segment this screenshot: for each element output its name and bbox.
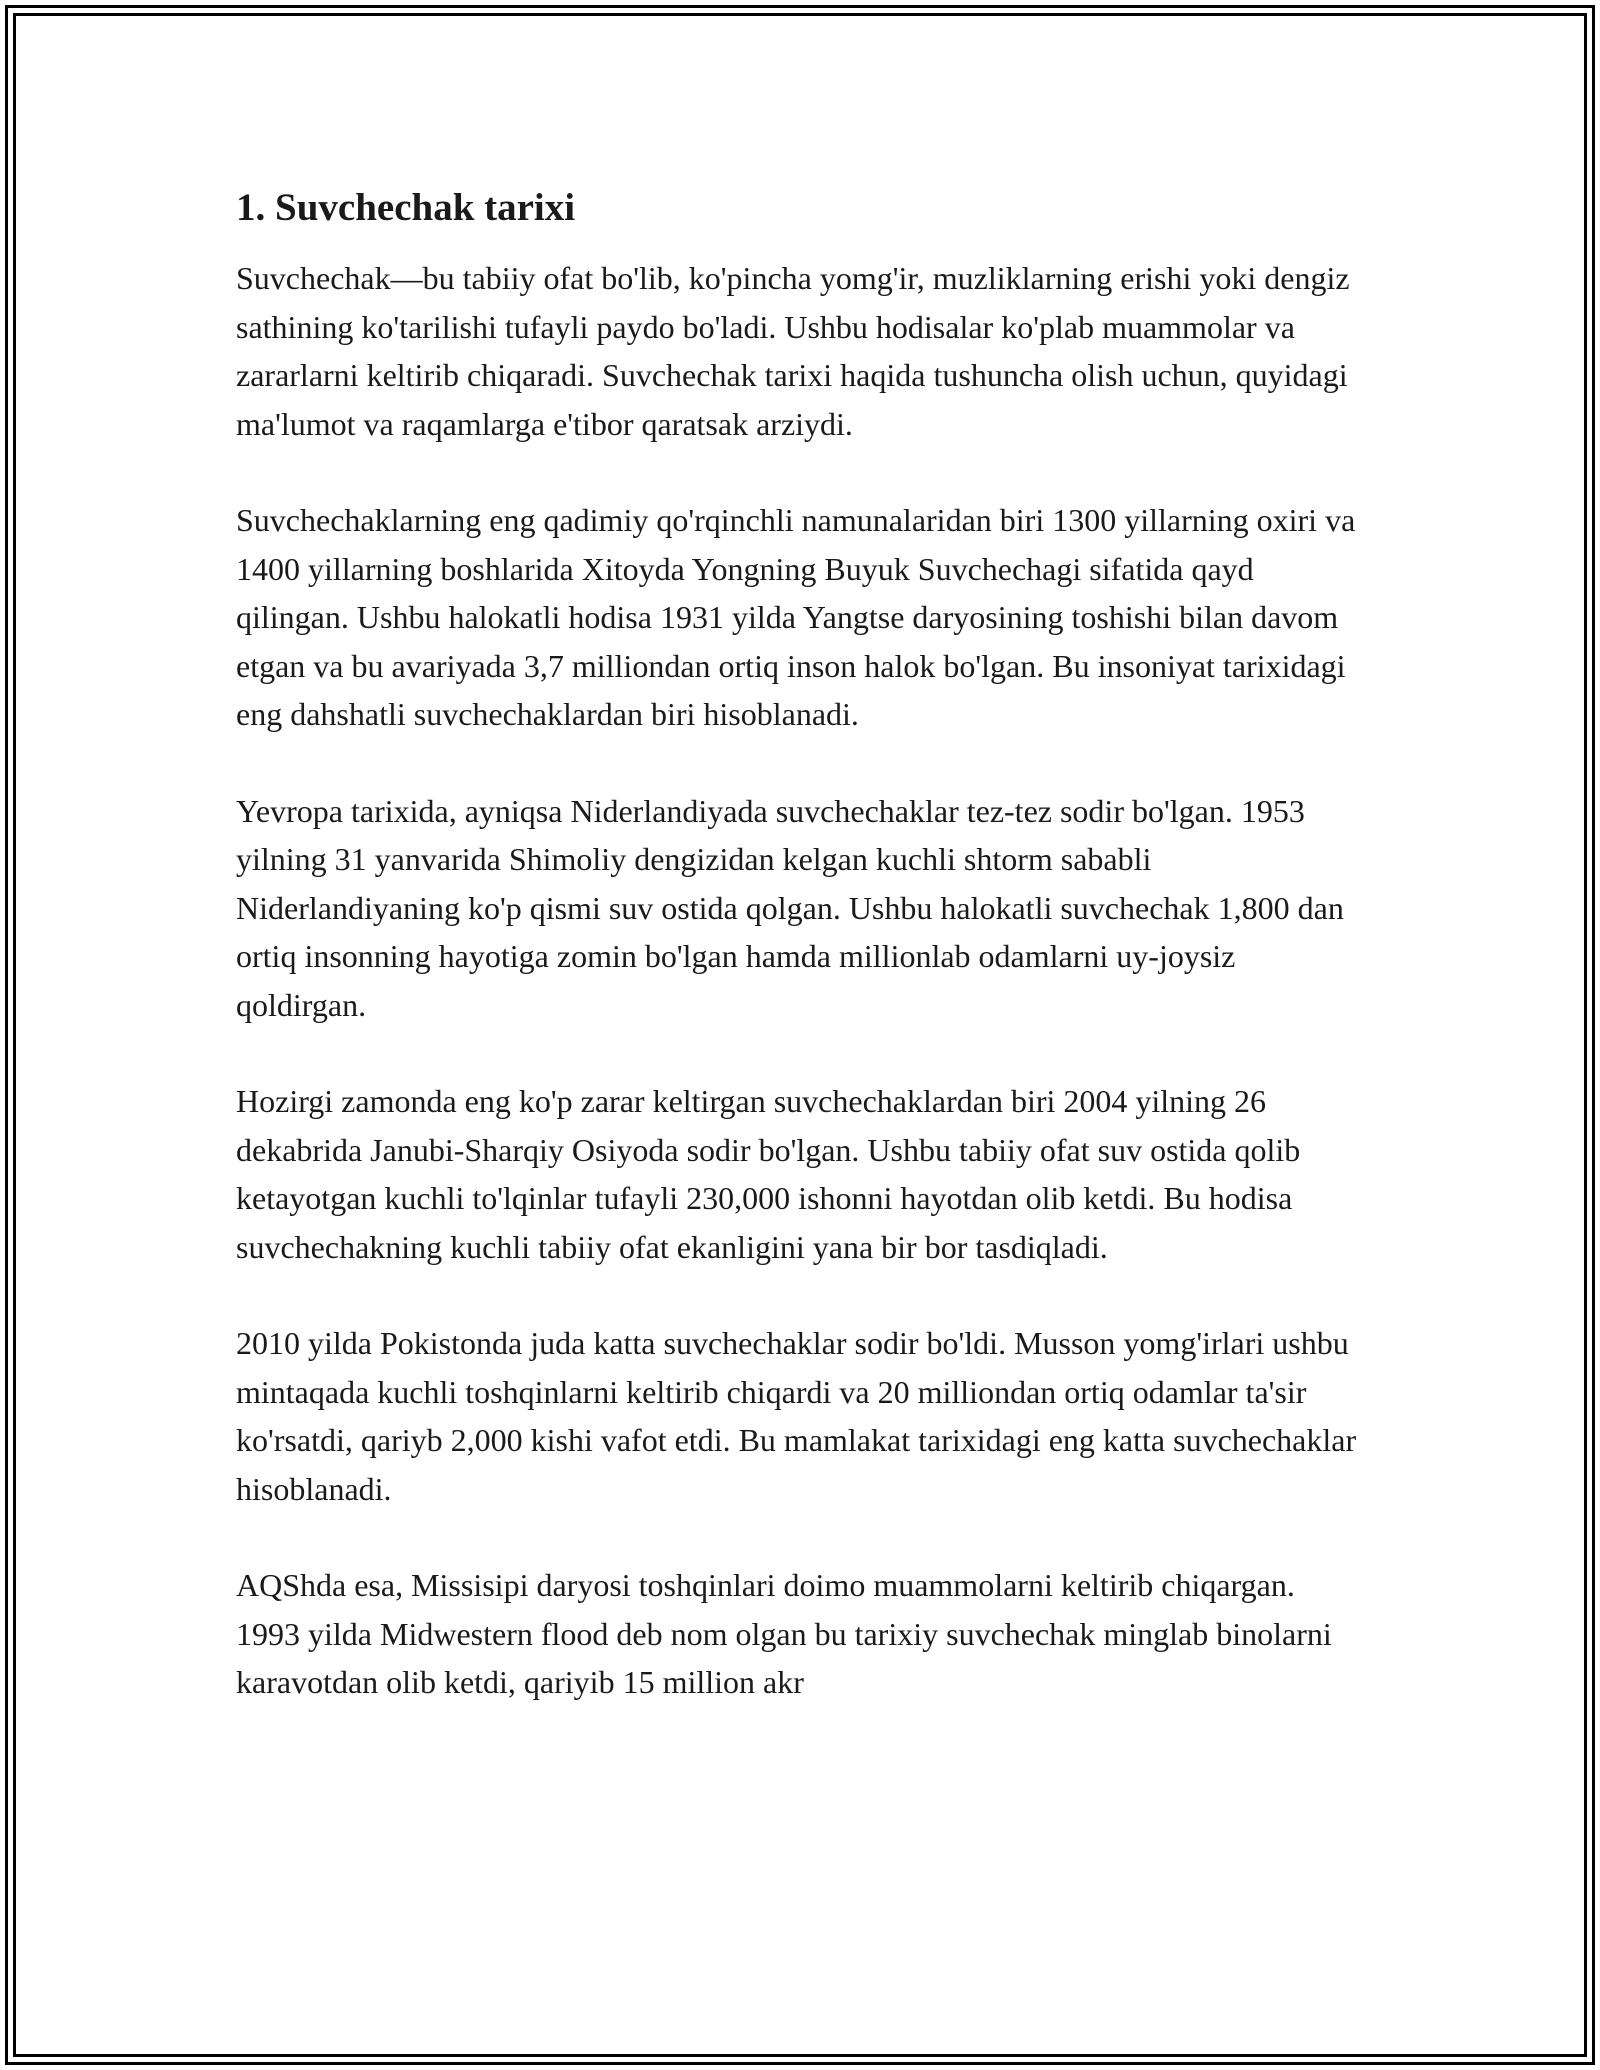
- paragraph: 2010 yilda Pokistonda juda katta suvchechaklar sodir bo'ldi. Musson yomg'irlari ushbu mintaqada kuchli toshqinlarni keltirib chiqardi va 20 milliondan ortiq odamlar ta'sir ko'rsatdi, qariyb 2,000 kishi vafot etdi. Bu mamlakat tarixidagi eng katta suvchechaklar hisoblanadi.: [236, 1325, 1357, 1507]
- paragraph: Yevropa tarixida, ayniqsa Niderlandiyada suvchechaklar tez-tez sodir bo'lgan. 1953 yilning 31 yanvarida Shimoliy dengizidan kelgan kuchli shtorm sababli Niderlandiyaning ko'p qismi suv ostida qolgan. Ushbu halokatli suvchechak 1,800 dan ortiq insonning hayotiga zomin bo'lgan hamda millionlab odamlarni uy-joysiz qoldirgan.: [236, 792, 1344, 1023]
- paragraph: AQShda esa, Missisipi daryosi toshqinlari doimo muammolarni keltirib chiqargan. 1993 yilda Midwestern flood deb nom olgan bu tarixiy suvchechak minglab binolarni karavotdan olib ketdi, qariyib 15 million akr: [236, 1567, 1332, 1700]
- paragraph: Suvchechak—bu tabiiy ofat bo'lib, ko'pincha yomg'ir, muzliklarning erishi yoki dengiz sathining ko'tarilishi tufayli paydo bo'ladi. Ushbu hodisalar ko'plab muammolar va zararlarni keltirib chiqaradi. Suvchechak tarixi haqida tushuncha olish uchun, quyidagi ma'lumot va raqamlarga e'tibor qaratsak arziydi.: [236, 260, 1350, 442]
- paragraph: Hozirgi zamonda eng ko'p zarar keltirgan suvchechaklardan biri 2004 yilning 26 dekabrida Janubi-Sharqiy Osiyoda sodir bo'lgan. Ushbu tabiiy ofat suv ostida qolib ketayotgan kuchli to'lqinlar tufayli 230,000 ishonni hayotdan olib ketdi. Bu hodisa suvchechakning kuchli tabiiy ofat ekanligini yana bir bor tasdiqladi.: [236, 1083, 1301, 1265]
- document-body: [236, 184, 1366, 1755]
- paragraph: Suvchechaklarning eng qadimiy qo'rqinchli namunalaridan biri 1300 yillarning oxiri va 1400 yillarning boshlarida Xitoyda Yongning Buyuk Suvchechagi sifatida qayd qilingan. Ushbu halokatli hodisa 1931 yilda Yangtse daryosining toshishi bilan davom etgan va bu avariyada 3,7 milliondan ortiq inson halok bo'lgan. Bu insoniyat tarixidagi eng dahshatli suvchechaklardan biri hisoblanadi.: [236, 502, 1356, 732]
- section-title: 1. Suvchechak tarixi: [236, 186, 576, 229]
